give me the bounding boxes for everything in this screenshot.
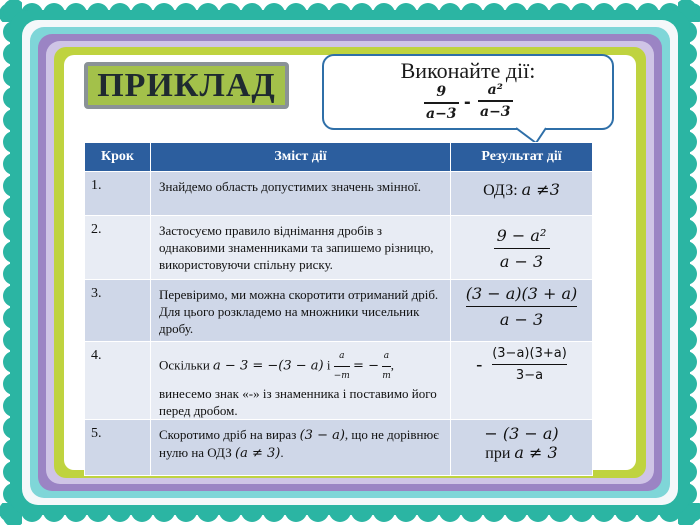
fraction-numerator: 9 − a² [496, 226, 547, 245]
task-speech-bubble [322, 54, 614, 130]
column-header-result: Результат дії [451, 143, 593, 172]
action-equation: a − 3 = −(3 − a) [213, 358, 324, 374]
fraction-numerator: a [383, 351, 390, 361]
action-text: Скоротимо дріб на вираз [159, 427, 297, 442]
action-condition: (a ≠ 3) [235, 446, 281, 461]
task-operator: - [464, 91, 471, 113]
action-text: , винесемо знак «-» із знаменника і поставимо його перед дробом. [159, 357, 437, 418]
result-fraction [492, 346, 567, 383]
task-fraction-2 [478, 82, 513, 120]
fraction-bar [478, 100, 513, 102]
step-number: 2. [85, 216, 151, 280]
result-condition: a ≠ 3 [514, 443, 558, 462]
table-header-row [85, 143, 593, 172]
result-fraction [466, 284, 578, 329]
result-line-1: − (3 − a) [484, 424, 559, 443]
result-sign: - [476, 354, 483, 374]
step-number: 3. [85, 280, 151, 342]
step-action: Знайдемо область допустимих значень змінної. [151, 172, 451, 216]
result-fraction [494, 226, 550, 271]
fraction-numerator: a² [487, 82, 503, 98]
fraction-bar [382, 366, 391, 367]
fraction-denominator: −m [333, 371, 350, 381]
action-fraction [382, 348, 391, 385]
table-row [85, 280, 593, 342]
fraction-numerator: a [339, 351, 345, 361]
result-prefix: при [485, 445, 515, 462]
step-number: 1. [85, 172, 151, 216]
fraction-bar [494, 248, 550, 249]
title-box [84, 62, 289, 109]
slide-title: ПРИКЛАД [97, 66, 276, 104]
step-result [451, 420, 593, 476]
action-fraction [334, 348, 350, 385]
column-header-step: Крок [85, 143, 151, 172]
result-expression: a ≠3 [521, 180, 560, 199]
fraction-denominator: m [382, 371, 391, 381]
table-row [85, 342, 593, 420]
column-header-action: Зміст дії [151, 143, 451, 172]
result-prefix: ОДЗ: [483, 182, 522, 199]
fraction-denominator: a−3 [480, 103, 511, 120]
fraction-numerator: (3−a)(3+a) [492, 346, 567, 361]
step-action: Перевіримо, ми можна скоротити отриманий дріб. Для цього розкладемо на множники чисельник дробу. [151, 280, 451, 342]
action-text: , що не дорівнює нулю на ОДЗ [159, 427, 439, 460]
table-row [85, 216, 593, 280]
task-prompt: Виконайте дії: [400, 58, 536, 83]
step-number: 5. [85, 420, 151, 476]
result-line-2 [452, 443, 591, 463]
action-text: . [280, 445, 284, 460]
fraction-numerator: (3 − a)(3 + a) [465, 284, 578, 303]
fraction-bar [466, 306, 578, 307]
fraction-denominator: a − 3 [499, 310, 544, 329]
step-action: Застосуємо правило віднімання дробів з однаковими знаменниками та запишемо різницю, використовуючи спільну риску. [151, 216, 451, 280]
step-result [451, 280, 593, 342]
action-conjunction: і [326, 357, 331, 373]
task-fraction-1 [424, 84, 459, 122]
action-equation: = − [353, 358, 379, 374]
fraction-denominator: 3−a [515, 368, 544, 383]
fraction-numerator: 9 [436, 84, 447, 100]
fraction-bar [492, 364, 567, 365]
fraction-denominator: a−3 [426, 105, 457, 122]
step-result [451, 342, 593, 420]
action-text: Оскільки [159, 357, 210, 373]
step-number: 4. [85, 342, 151, 420]
fraction-bar [334, 366, 350, 367]
step-action [151, 420, 451, 476]
steps-table [84, 142, 593, 476]
fraction-denominator: a − 3 [499, 252, 544, 271]
table-row [85, 172, 593, 216]
step-result [451, 216, 593, 280]
step-action [151, 342, 451, 420]
fraction-bar [424, 102, 459, 104]
action-expression: (3 − a) [299, 428, 345, 443]
step-result [451, 172, 593, 216]
table-row [85, 420, 593, 476]
